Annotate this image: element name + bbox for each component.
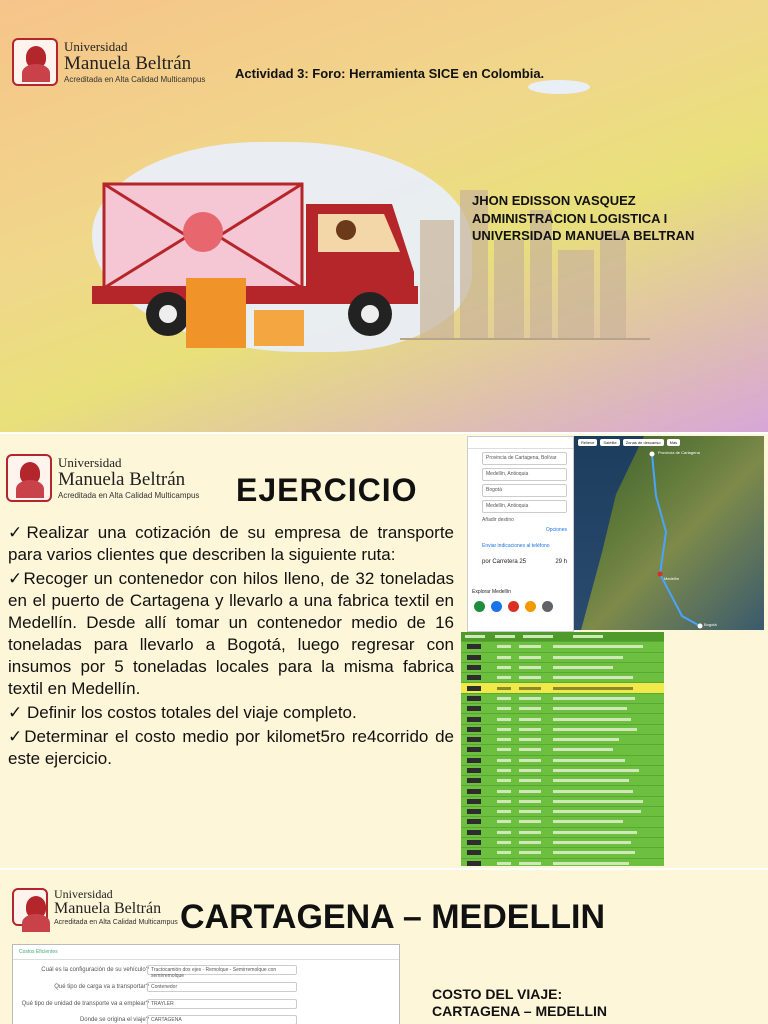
- unit-type-select[interactable]: TRAYLER: [147, 999, 297, 1009]
- heart-seal-icon: [183, 212, 223, 252]
- form-row: [13, 965, 401, 977]
- delivery-truck-illustration: [92, 180, 422, 350]
- more-icon: [542, 601, 553, 612]
- table-row-highlighted: [461, 683, 664, 693]
- table-header: [461, 632, 664, 642]
- hotel-icon: [474, 601, 485, 612]
- restaurant-icon: [491, 601, 502, 612]
- form-title: Costos Eficientes: [13, 945, 399, 960]
- cost-label: COSTO DEL VIAJE:: [432, 986, 563, 1002]
- university-logo: [12, 888, 178, 927]
- map-tab-satellite: Satélite: [600, 439, 619, 446]
- logo-line3: Acreditada en Alta Calidad Multicampus: [64, 74, 206, 84]
- logo-line3: Acreditada en Alta Calidad Multicampus: [58, 490, 200, 500]
- table-row: [461, 766, 664, 776]
- route-line: [574, 436, 764, 630]
- logo-line3: Acreditada en Alta Calidad Multicampus: [54, 919, 178, 927]
- bullet-item: ✓ Definir los costos totales del viaje completo.: [8, 703, 357, 722]
- author-block: [472, 192, 694, 245]
- table-row: [461, 694, 664, 704]
- form-label: Qué tipo de unidad de transporte va a emplear?: [21, 1001, 149, 1007]
- author-name: JHON EDISSON VASQUEZ: [472, 193, 636, 208]
- map-tab-relief: Relieve: [578, 439, 597, 446]
- form-row: [13, 1015, 401, 1024]
- map-label-bogota: Bogotá: [704, 622, 717, 627]
- cost-calculator-form: [12, 944, 400, 1024]
- map-tab-rest-areas: Zonas de descanso: [623, 439, 664, 446]
- route-via: por Carretera 25: [482, 559, 527, 565]
- form-label: Donde se origina el viaje?: [79, 1017, 149, 1023]
- exercise-slide: [0, 434, 768, 868]
- table-row: [461, 859, 664, 868]
- form-row: [13, 982, 401, 994]
- author-university: UNIVERSIDAD MANUELA BELTRAN: [472, 228, 695, 244]
- parking-icon: [525, 601, 536, 612]
- route-stop: Bogotá: [482, 484, 567, 497]
- route-cost-slide: [0, 870, 768, 1024]
- table-row: [461, 807, 664, 817]
- map-label-cartagena: Provincia de Cartagena: [658, 450, 700, 455]
- university-logo: [6, 454, 199, 502]
- vehicle-types-table: [461, 632, 664, 866]
- bullet-item: ✓Realizar una cotización de su empresa de transporte para varios clientes que describen la siguiente ruta:: [8, 523, 454, 564]
- table-row: [461, 673, 664, 683]
- logo-line1: Universidad: [54, 887, 113, 901]
- explore-label: Explorar Medellín: [472, 589, 511, 595]
- logo-line2: Manuela Beltrán: [54, 899, 162, 917]
- table-row: [461, 756, 664, 766]
- route-option: [482, 559, 567, 565]
- origin-select[interactable]: CARTAGENA: [147, 1015, 297, 1024]
- university-crest-icon: [6, 454, 52, 502]
- cargo-box: [186, 278, 246, 348]
- exercise-bullets: [8, 522, 454, 772]
- university-crest-icon: [12, 888, 48, 926]
- table-row: [461, 735, 664, 745]
- transport-mode-bar: [468, 437, 573, 449]
- activity-title: Actividad 3: Foro: Herramienta SICE en Colombia.: [235, 66, 545, 81]
- table-row: [461, 725, 664, 735]
- table-row: [461, 776, 664, 786]
- map-label-medellin: Medellín: [664, 576, 680, 581]
- table-row: [461, 663, 664, 673]
- table-row: [461, 838, 664, 848]
- table-row: [461, 848, 664, 858]
- table-row: [461, 786, 664, 796]
- bullet-item: ✓Recoger un contenedor con hilos lleno, de 32 toneladas en el puerto de Cartagena y llevarlo a una fabrica textil en Medellín. Desde allí tomar un contenedor medio de 16 toneladas para llevarlo a Bogotá, luego regresar con insumos por 5 toneladas locales para la misma fabrica textil en Medellín.: [8, 569, 454, 698]
- table-row: [461, 642, 664, 652]
- map-directions-panel: [467, 436, 574, 632]
- explore-icons: [474, 601, 573, 612]
- cargo-type-select[interactable]: Contenedor: [147, 982, 297, 992]
- logo-line1: Universidad: [64, 39, 128, 55]
- table-row: [461, 797, 664, 807]
- trip-cost-block: [432, 986, 607, 1020]
- university-crest-icon: [12, 38, 58, 86]
- form-row: [13, 999, 401, 1011]
- logo-line2: Manuela Beltrán: [64, 52, 192, 74]
- send-to-phone-link: Enviar indicaciones al teléfono: [482, 543, 550, 549]
- options-link: Opciones: [545, 527, 567, 533]
- route-stop: Provincia de Cartagena, Bolívar: [482, 452, 567, 465]
- bullet-item: ✓Determinar el costo medio por kilomet5ro re4corrido de este ejercicio.: [8, 727, 454, 768]
- vehicle-config-select[interactable]: Tractocamión dos ejes - Remolque - Semirremolque con semirremolque: [147, 965, 297, 975]
- form-label: Cuál es la configuración de su vehículo?: [41, 967, 149, 973]
- university-logo: [12, 38, 205, 86]
- form-label: Qué tipo de carga va a transportar?: [54, 984, 149, 990]
- author-program: ADMINISTRACION LOGISTICA I: [472, 210, 668, 226]
- table-row: [461, 745, 664, 755]
- table-row: [461, 714, 664, 724]
- table-row: [461, 704, 664, 714]
- logo-line2: Manuela Beltrán: [58, 468, 186, 490]
- route-stop: Medellín, Antioquia: [482, 468, 567, 481]
- route-time: 29 h: [555, 559, 567, 565]
- route-stop: Medellín, Antioquia: [482, 500, 567, 513]
- table-row: [461, 817, 664, 827]
- logo-line1: Universidad: [58, 455, 122, 471]
- cost-route: CARTAGENA – MEDELLIN: [432, 1003, 607, 1019]
- slide-heading: CARTAGENA – MEDELLIN: [180, 898, 605, 936]
- table-row: [461, 653, 664, 663]
- cloud-decoration: [528, 80, 590, 94]
- slide-heading: EJERCICIO: [236, 472, 418, 508]
- add-destination-link: Añadir destino: [482, 517, 514, 523]
- table-row: [461, 828, 664, 838]
- title-slide: [0, 0, 768, 432]
- bar-icon: [508, 601, 519, 612]
- map-tab-more: Más: [667, 439, 681, 446]
- satellite-map: [574, 436, 764, 630]
